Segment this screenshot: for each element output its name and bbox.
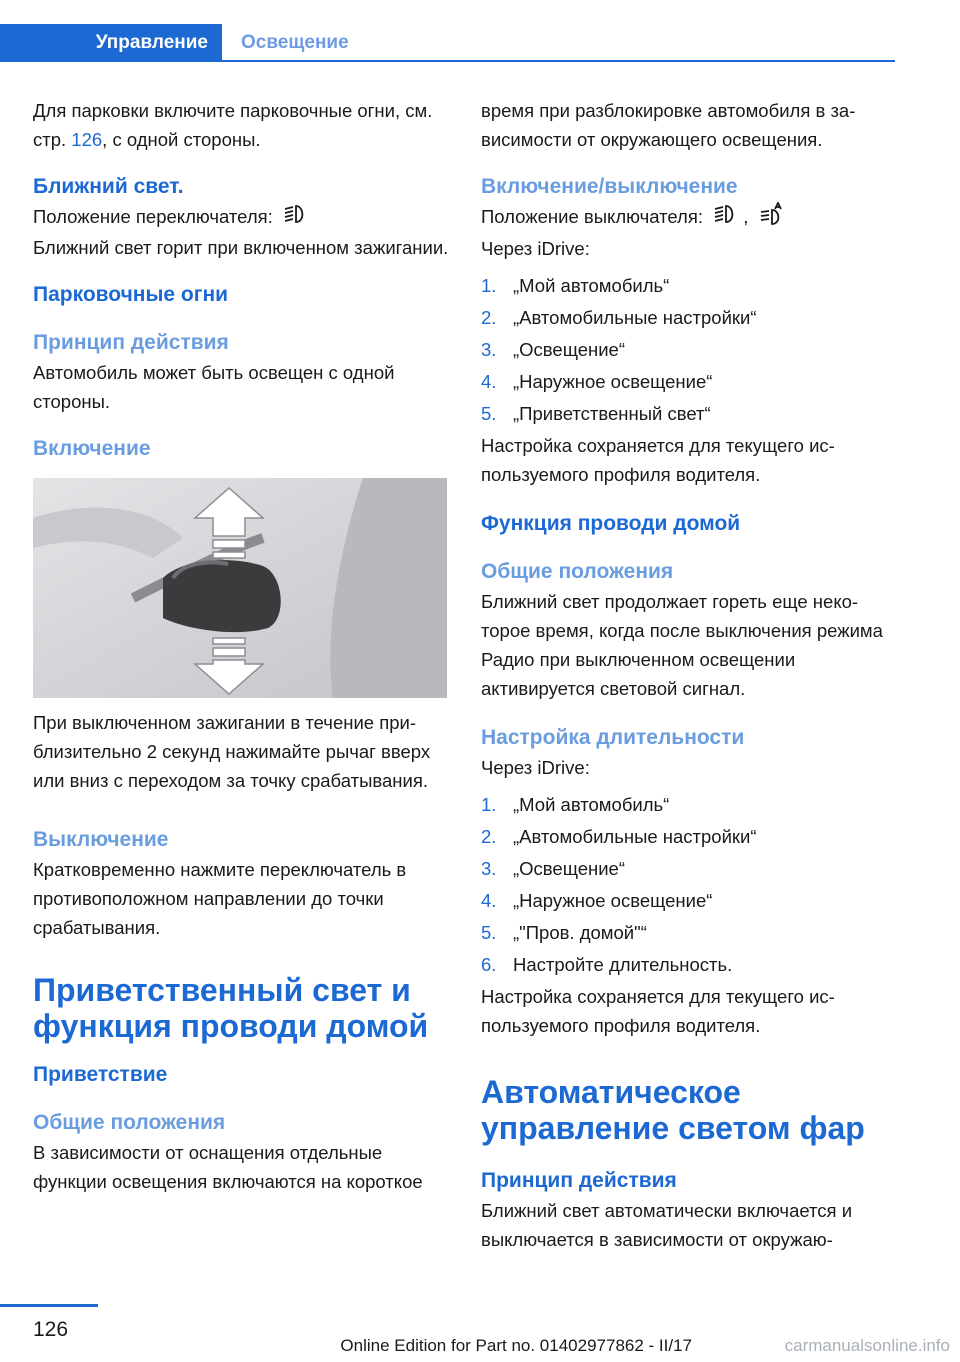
intro-text-end: , с одной стороны.	[102, 129, 261, 150]
list-item: 2. „Автомобильные настройки“	[481, 826, 757, 848]
switch-on-text: При выключенном зажигании в течение приблизительно 2 секунд нажимайте рычаг вверх или вниз с переходом за точку срабатывания.	[33, 712, 431, 792]
settings-list-2	[481, 790, 899, 979]
tab-control[interactable]: Управление	[0, 24, 222, 60]
turn-signal-lever-image	[33, 478, 447, 698]
auto-headlight-heading: Автоматическое управление светом фар	[481, 1074, 865, 1147]
principle-heading: Принцип действия	[33, 331, 229, 355]
list-item: 3. „Освещение“	[481, 339, 626, 361]
low-beam-icon	[282, 203, 308, 233]
edition-text: Online Edition for Part no. 01402977862 - II/17	[340, 1336, 692, 1355]
general-heading-right: Общие положения	[481, 560, 674, 584]
chapter-tabbar	[0, 24, 895, 62]
saved-note-2: Настройка сохраняется для текущего используемого профиля водителя.	[481, 986, 835, 1037]
low-beam-switch-line	[33, 202, 451, 233]
page-number: 126	[33, 1318, 69, 1341]
general-text-left: В зависимости от оснащения отдельные функции освещения включаются на короткое	[33, 1142, 423, 1193]
on-off-heading: Включение/выключение	[481, 175, 738, 198]
list-item: 4. „Наружное освещение“	[481, 371, 713, 393]
principle-text: Автомобиль может быть освещен с одной стороны.	[33, 362, 395, 413]
switch-off-text: Кратковременно нажмите переключатель в противоположном направлении до точки срабатывания.	[33, 859, 407, 939]
duration-heading: Настройка длительности	[481, 726, 745, 750]
principle-text-right: Ближний свет автоматически включается и выключается в зависимости от окружаю-	[481, 1200, 853, 1251]
follow-me-home-heading: Функция проводи домой	[481, 512, 741, 536]
page-link[interactable]: 126	[71, 129, 103, 150]
list-item: 4. „Наружное освещение“	[481, 890, 713, 912]
switch-position-label: Положение выключателя:	[481, 206, 704, 227]
parking-heading: Парковочные огни	[33, 283, 229, 307]
list-item: 5. „"Пров. домой"“	[481, 922, 647, 944]
footer-accent-line	[0, 1304, 98, 1307]
watermark: carmanualsonline.info	[784, 1336, 950, 1355]
principle-heading-right: Принцип действия	[481, 1169, 677, 1193]
low-beam-icon	[712, 203, 738, 233]
right-column	[481, 96, 899, 1254]
switch-position-line	[481, 202, 899, 234]
switch-off-heading: Выключение	[33, 828, 169, 852]
low-beam-text: Ближний свет горит при включенном зажигании.	[33, 237, 449, 259]
intro-text: Для парковки включите парковочные огни, см. стр.	[33, 100, 433, 150]
general-heading-left: Общие положения	[33, 1111, 226, 1135]
switch-on-heading: Включение	[33, 437, 151, 461]
auto-headlight-icon	[758, 202, 786, 234]
idrive-label-2: Через iDrive:	[481, 757, 590, 779]
welcome-heading: Приветствие	[33, 1063, 168, 1087]
list-item: 3. „Освещение“	[481, 858, 626, 880]
left-column	[33, 96, 451, 1196]
low-beam-heading: Ближний свет.	[33, 175, 184, 198]
list-item: 1. „Мой автомобиль“	[481, 275, 670, 297]
list-item: 5. „Приветственный свет“	[481, 403, 711, 425]
low-beam-switch-label: Положение переключателя:	[33, 206, 273, 227]
tab-lighting[interactable]: Освещение	[241, 32, 349, 53]
list-item: 1. „Мой автомобиль“	[481, 794, 670, 816]
intro-paragraph	[33, 96, 451, 154]
welcome-light-heading: Приветственный свет и функция проводи домой	[33, 972, 429, 1045]
list-item: 6. Настройте длительность.	[481, 954, 733, 976]
saved-note-1: Настройка сохраняется для текущего используемого профиля водителя.	[481, 435, 835, 486]
settings-list-1	[481, 271, 899, 428]
idrive-label-1: Через iDrive:	[481, 238, 590, 260]
general-text-right: Ближний свет продолжает гореть еще некоторое время, когда после выключения режима Радио при выключенном освещении активируется световой сигнал.	[481, 591, 883, 700]
separator: ,	[743, 206, 749, 227]
list-item: 2. „Автомобильные настройки“	[481, 307, 757, 329]
continued-text: время при разблокировке автомобиля в зависимости от окружающего освещения.	[481, 100, 856, 150]
